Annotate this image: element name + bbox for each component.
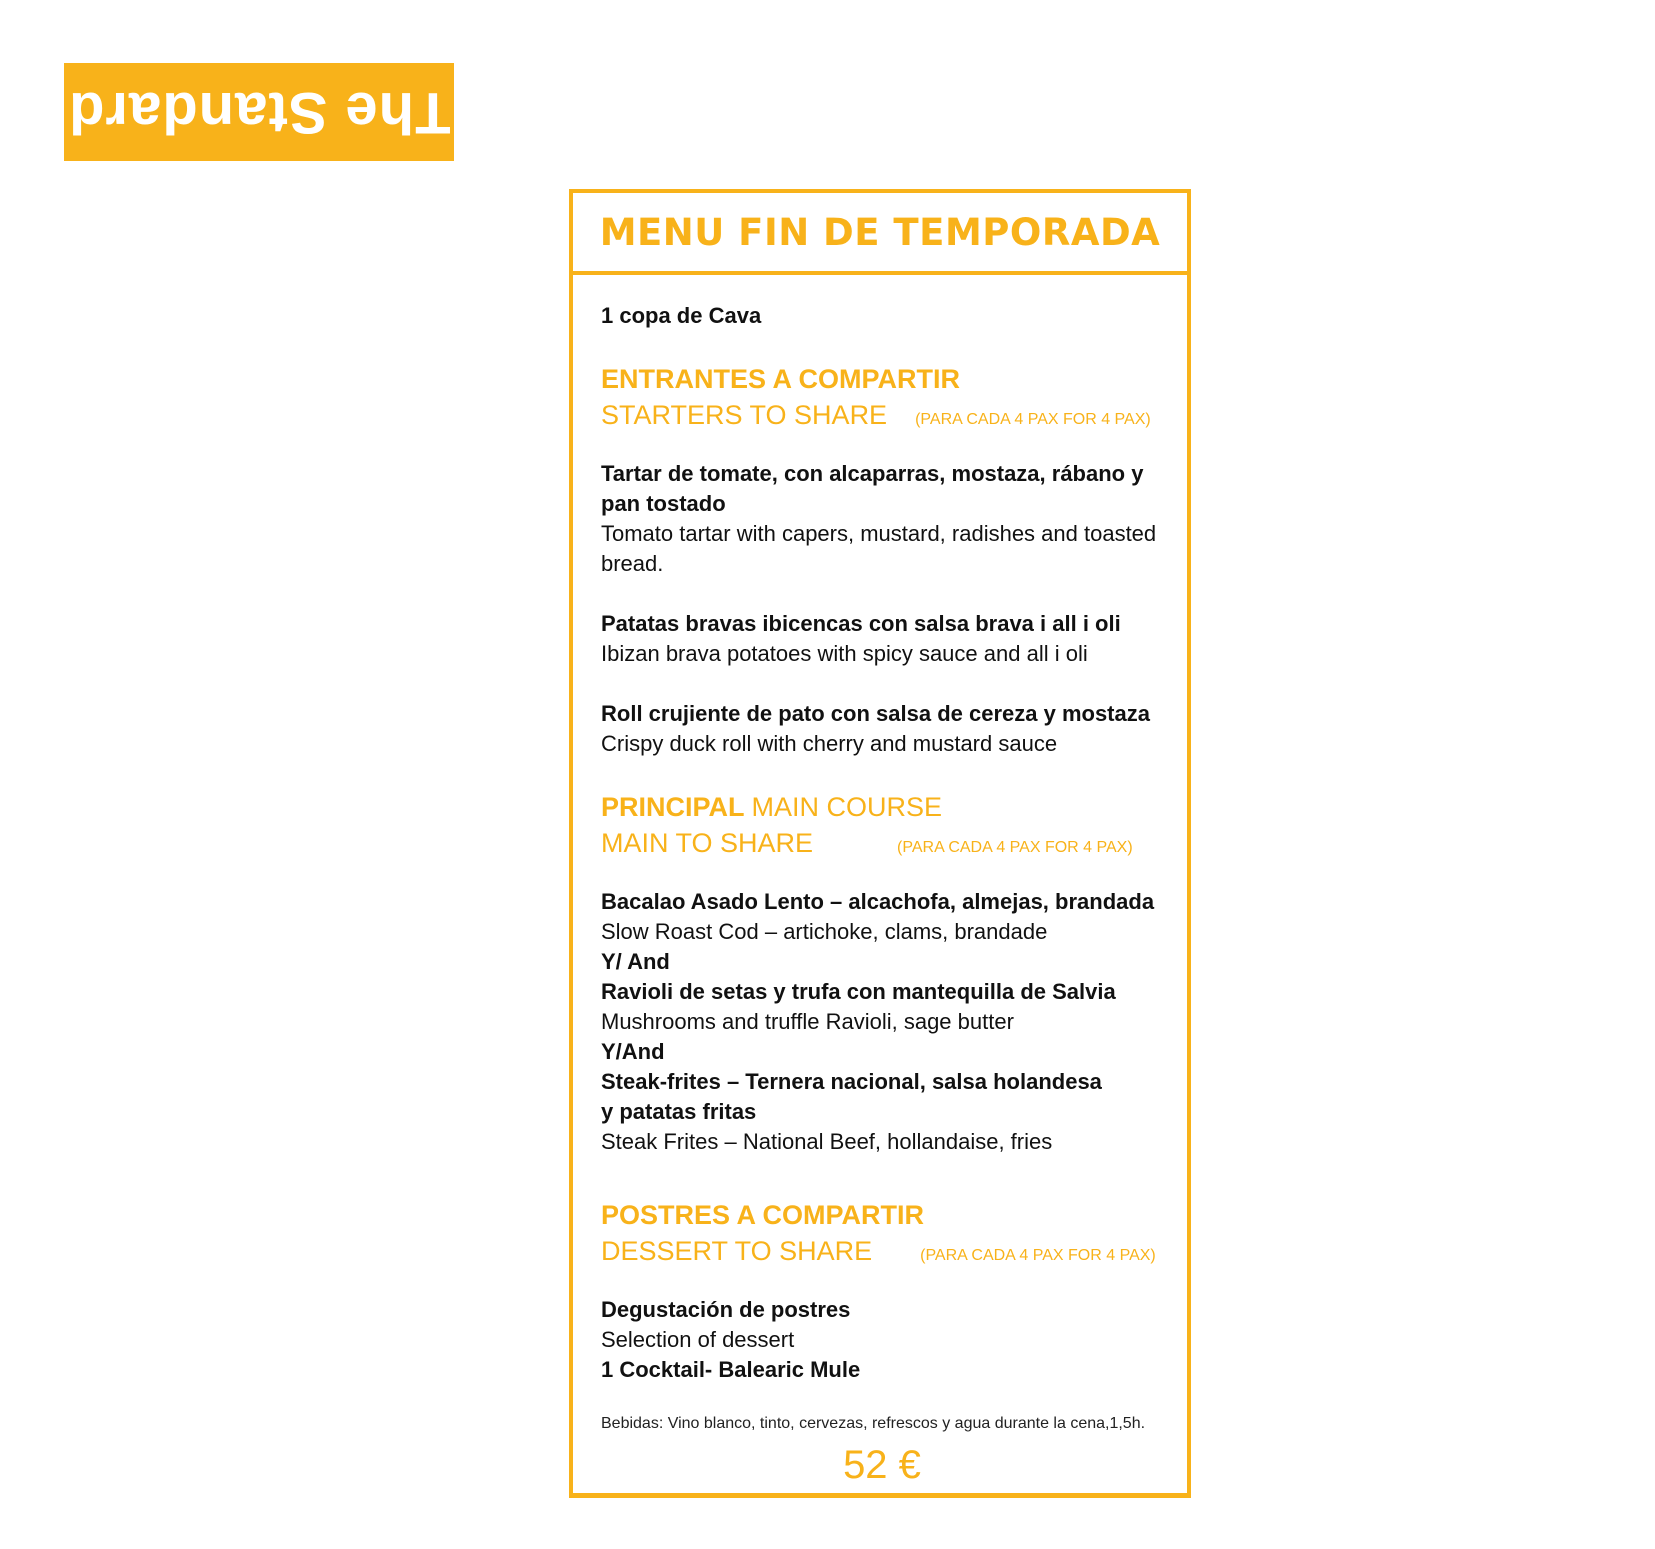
- main-heading-en: MAIN TO SHARE: [601, 828, 814, 858]
- menu-title: MENU FIN DE TEMPORADA: [599, 210, 1161, 254]
- starter-2-es: Patatas bravas ibicencas con salsa brava i all i oli: [601, 611, 1121, 636]
- menu-price: 52 €: [843, 1443, 921, 1487]
- main-2-en: Mushrooms and truffle Ravioli, sage butter: [601, 1009, 1014, 1034]
- main-heading-es: [601, 789, 1163, 825]
- cocktail: 1 Cocktail- Balearic Mule: [601, 1357, 861, 1382]
- main-and-1: Y/ And: [601, 949, 670, 974]
- starters-heading-en: STARTERS TO SHARE: [601, 400, 888, 430]
- main-heading-row: [601, 825, 1163, 861]
- welcome-drink: 1 copa de Cava: [601, 303, 762, 328]
- main-1-en: Slow Roast Cod – artichoke, clams, brandade: [601, 919, 1048, 944]
- dessert-en: Selection of dessert: [601, 1327, 795, 1352]
- main-3-en: Steak Frites – National Beef, hollandaise, fries: [601, 1129, 1053, 1154]
- drinks-note: Bebidas: Vino blanco, tinto, cervezas, refrescos y agua durante la cena,1,5h.: [601, 1415, 1146, 1432]
- desserts-heading-es: POSTRES A COMPARTIR: [601, 1200, 925, 1230]
- desserts-heading-row: [601, 1233, 1163, 1269]
- starter-2-en: Ibizan brava potatoes with spicy sauce and all i oli: [601, 641, 1088, 666]
- desserts-pax-note: (PARA CADA 4 PAX FOR 4 PAX): [920, 1247, 1156, 1264]
- desserts-heading-en: DESSERT TO SHARE: [601, 1236, 873, 1266]
- starter-1-en: Tomato tartar with capers, mustard, radishes and toasted bread.: [601, 521, 1157, 576]
- starters-heading-row: [601, 397, 1163, 433]
- starter-3-en: Crispy duck roll with cherry and mustard sauce: [601, 731, 1058, 756]
- main-and-2: Y/And: [601, 1039, 665, 1064]
- starters-pax-note: (PARA CADA 4 PAX FOR 4 PAX): [915, 411, 1151, 428]
- menu-card: [569, 189, 1191, 1498]
- starters-heading-es: ENTRANTES A COMPARTIR: [601, 364, 960, 394]
- main-1-es: Bacalao Asado Lento – alcachofa, almejas, brandada: [601, 889, 1155, 914]
- main-3-es: Steak-frites – Ternera nacional, salsa holandesa y patatas fritas: [601, 1069, 1102, 1124]
- menu-body: [601, 279, 1163, 1489]
- main-heading-es-en: MAIN COURSE: [751, 792, 943, 822]
- main-2-es: Ravioli de setas y trufa con mantequilla de Salvia: [601, 979, 1116, 1004]
- main-pax-note: (PARA CADA 4 PAX FOR 4 PAX): [897, 839, 1133, 856]
- starter-3-es: Roll crujiente de pato con salsa de cereza y mostaza: [601, 701, 1150, 726]
- main-heading-es-label: PRINCIPAL: [601, 792, 745, 822]
- logo-text: The Standard: [67, 80, 451, 145]
- starter-1-es: Tartar de tomate, con alcaparras, mostaza, rábano y pan tostado: [601, 461, 1144, 516]
- logo: [64, 63, 454, 161]
- menu-header: [573, 193, 1187, 275]
- dessert-es: Degustación de postres: [601, 1297, 851, 1322]
